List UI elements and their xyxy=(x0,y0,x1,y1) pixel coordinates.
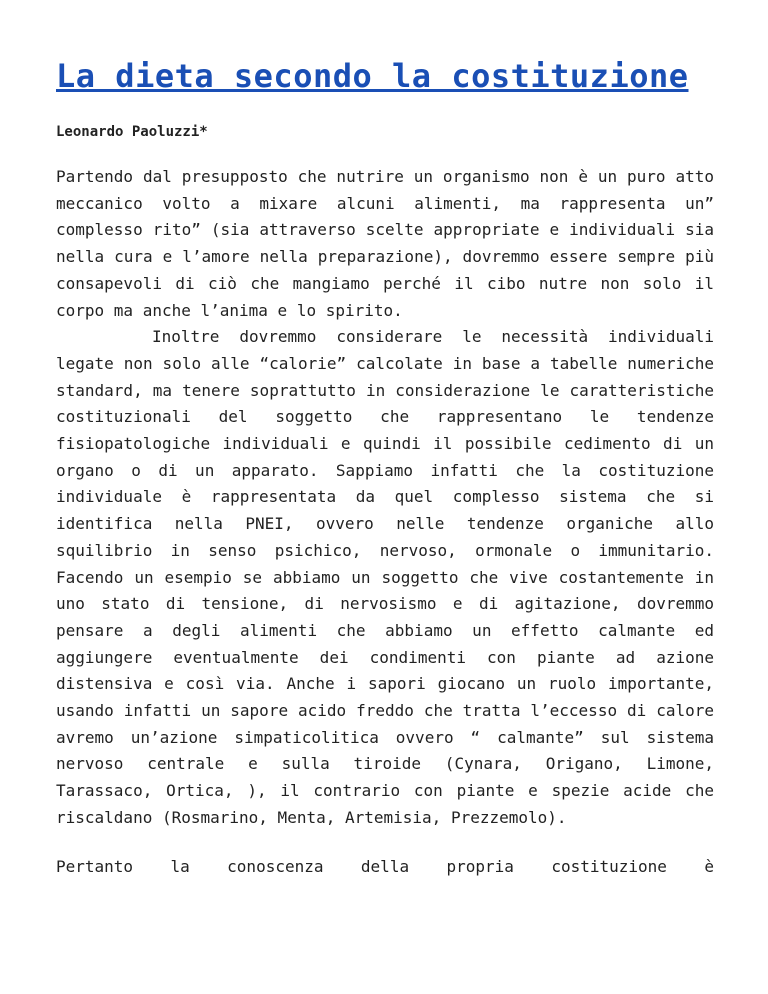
article-title-link[interactable]: La dieta secondo la costituzione xyxy=(56,57,689,95)
article-author: Leonardo Paoluzzi* xyxy=(56,124,208,140)
paragraph-conclusion: Pertanto la conoscenza della propria costituzione è xyxy=(56,856,714,876)
paragraph-intro-text: Partendo dal presupposto che nutrire un organismo non è un puro atto meccanico volto a mixare alcuni alimenti, ma rappresenta un” complesso rito” (sia attraverso scelte appropriate e individuali sia nella cura e l’amore nella preparazione), dovremmo essere sempre più consapevoli di ciò che mangiamo perché il cibo nutre non solo il corpo ma anche l’anima e lo spirito. xyxy=(56,167,714,320)
paragraph-intro xyxy=(56,164,714,832)
paragraph-body-text: Inoltre dovremmo considerare le necessità individuali legate non solo alle “calorie” calcolate in base a tabelle numeriche standard, ma tenere soprattutto in considerazione le caratteristiche costituzionali del soggetto che rappresentano le tendenze fisiopatologiche individuali e quindi il possibile cedimento di un organo o di un apparato. Sappiamo infatti che la costituzione individuale è rappresentata da quel complesso sistema che si identifica nella PNEI, ovvero nelle tendenze organiche allo squilibrio in senso psichico, nervoso, ormonale o immunitario. Facendo un esempio se abbiamo un soggetto che vive costantemente in uno stato di tensione, di nervosismo e di agitazione, dovremmo pensare a degli alimenti che abbiamo un effetto calmante ed aggiungere eventualmente dei condimenti con piante ad azione distensiva e così via. Anche i sapori giocano un ruolo importante, usando infatti un sapore acido freddo che tratta l’eccesso di calore avremo un’azione simpaticolitica ovvero “ calmante” sul sistema nervoso centrale e sulla tiroide (Cynara, Origano, Limone, Tarassaco, Ortica, ), il contrario con piante e spezie acide che riscaldano (Rosmarino, Menta, Artemisia, Prezzemolo). xyxy=(56,327,714,827)
